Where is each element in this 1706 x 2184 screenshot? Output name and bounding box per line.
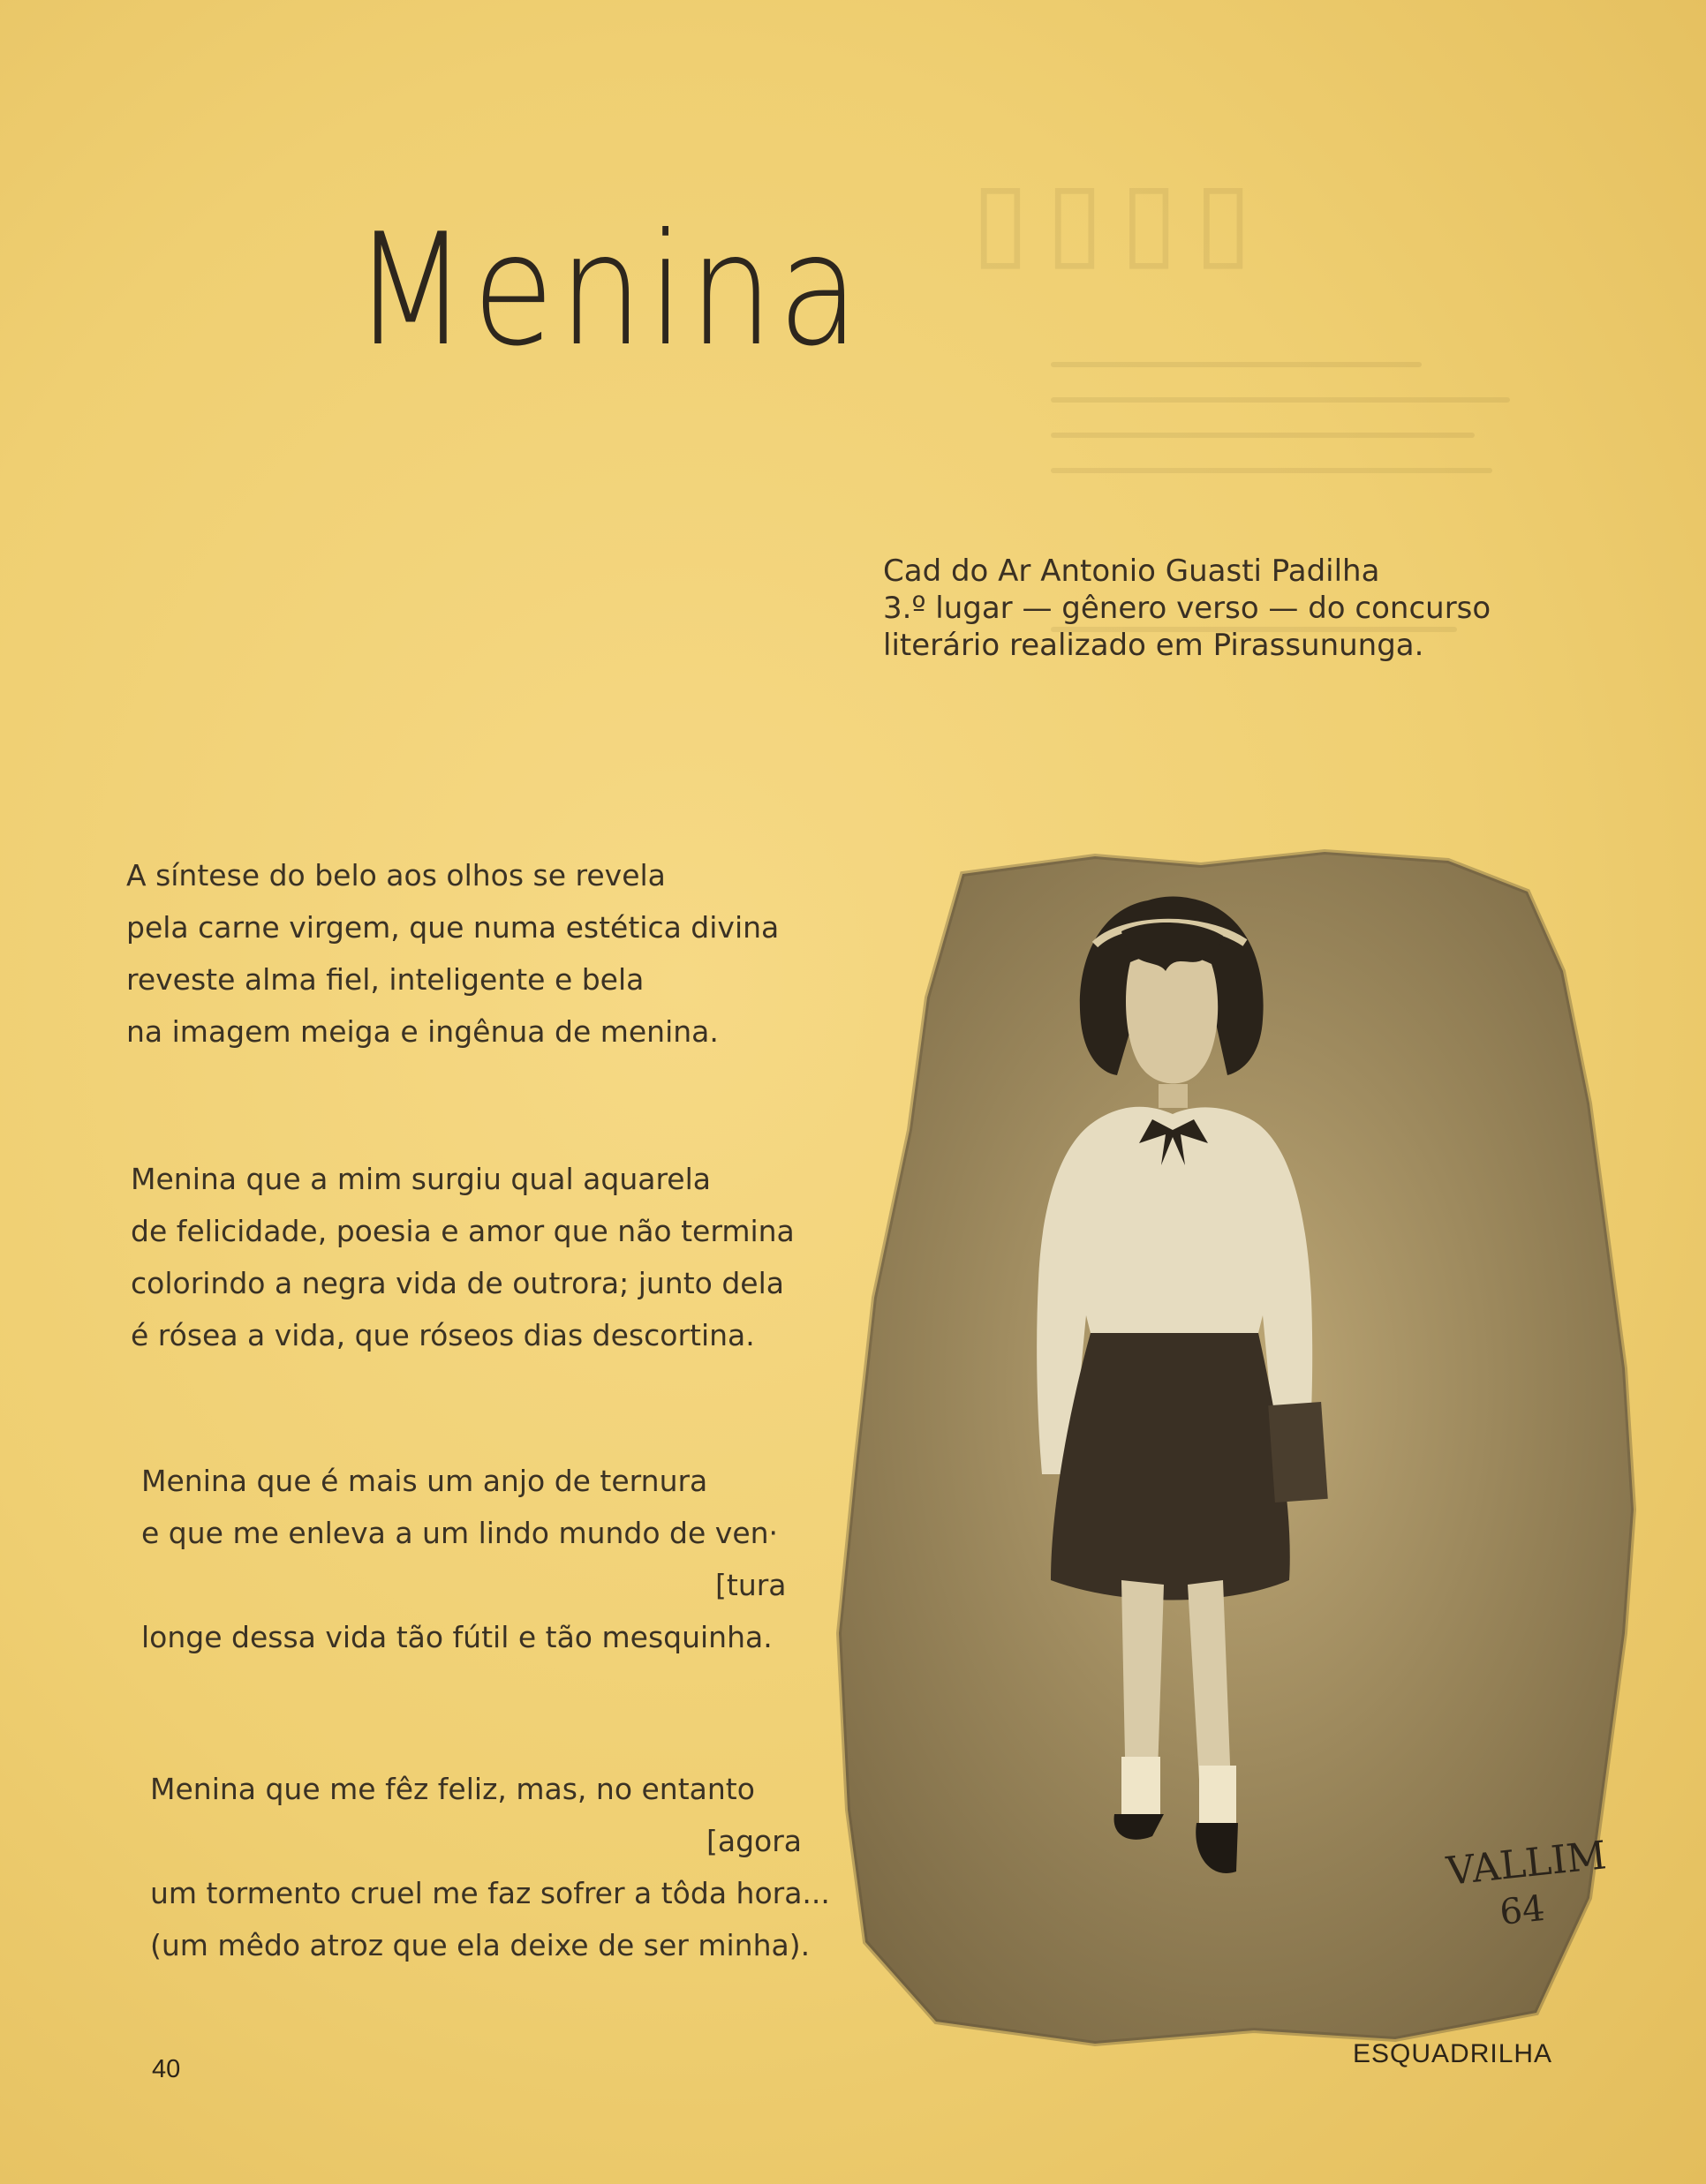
poem-stanza-4 — [150, 1763, 830, 1971]
poem-line: Menina que me fêz feliz, mas, no entanto — [150, 1772, 755, 1806]
signature-year: 64 — [1498, 1887, 1547, 1933]
poem-line: e que me enleva a um lindo mundo de ven· — [141, 1516, 779, 1550]
magazine-name: ESQUADRILHA — [1353, 2039, 1553, 2068]
girl-illustration — [830, 839, 1642, 2057]
poem-line: Menina que a mim surgiu qual aquarela — [131, 1162, 712, 1196]
neck — [1159, 1084, 1188, 1108]
right-sock — [1199, 1766, 1236, 1827]
poem-line-continuation: [tura — [715, 1568, 787, 1602]
face — [1126, 954, 1218, 1083]
bleed-through-line — [1051, 433, 1475, 438]
signature: VALLIM — [1444, 1833, 1609, 1894]
poem-stanza-3 — [141, 1455, 787, 1663]
author-line: Cad do Ar Antonio Guasti Padilha — [883, 554, 1380, 589]
skirt — [1051, 1333, 1290, 1600]
award-line: 3.º lugar — gênero verso — do concurso — [883, 591, 1491, 626]
poem-stanza-1 — [126, 849, 779, 1058]
book — [1268, 1402, 1328, 1502]
poem-line: é rósea a vida, que róseos dias descortina. — [131, 1318, 755, 1352]
poem-line: Menina que é mais um anjo de ternura — [141, 1464, 708, 1498]
poem-line: reveste alma fiel, inteligente e bela — [126, 962, 645, 997]
poem-line: de felicidade, poesia e amor que não termina — [131, 1214, 795, 1248]
bleed-through-line — [1051, 397, 1510, 403]
poem-line: longe dessa vida tão fútil e tão mesquinha. — [141, 1620, 773, 1654]
author-credit — [883, 553, 1554, 664]
bleed-through-glyphs: ▯▯▯▯ — [971, 159, 1269, 282]
left-sock — [1121, 1757, 1160, 1819]
poem-line: (um mêdo atroz que ela deixe de ser minha). — [150, 1928, 811, 1962]
bleed-through-line — [1051, 362, 1422, 367]
contest-line: literário realizado em Pirassununga. — [883, 628, 1424, 663]
poem-line: na imagem meiga e ingênua de menina. — [126, 1014, 719, 1049]
poem-line-continuation: [agora — [706, 1824, 803, 1858]
page-number: 40 — [152, 2055, 181, 2083]
poem-line: pela carne virgem, que numa estética divina — [126, 910, 780, 945]
poem-line: A síntese do belo aos olhos se revela — [126, 858, 666, 892]
poem-line: um tormento cruel me faz sofrer a tôda hora... — [150, 1876, 830, 1910]
poem-line: colorindo a negra vida de outrora; junto dela — [131, 1266, 784, 1300]
poem-stanza-2 — [131, 1153, 795, 1361]
page-title: Menina — [353, 201, 864, 380]
bleed-through-line — [1051, 468, 1492, 473]
